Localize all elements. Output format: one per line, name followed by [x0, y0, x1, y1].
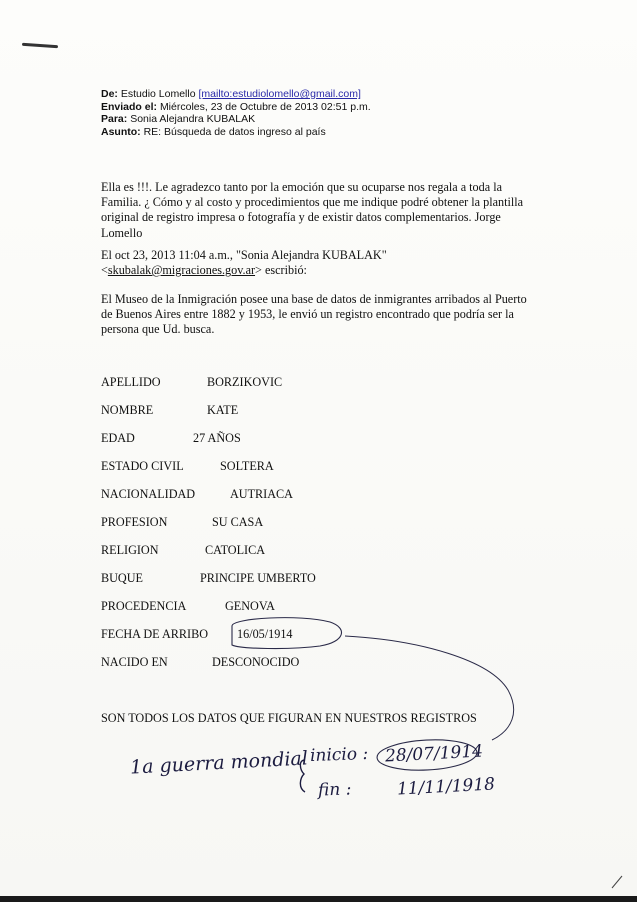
record-label: PROFESION	[101, 515, 168, 529]
summary-line: SON TODOS LOS DATOS QUE FIGURAN EN NUESTROS REGISTROS	[101, 711, 477, 725]
quote-lt: <	[101, 263, 108, 278]
sent-label: Enviado el:	[101, 100, 158, 113]
record-value: AUTRIACA	[230, 487, 293, 501]
record-label: PROCEDENCIA	[101, 599, 187, 613]
handwritten-end-label: fin :	[317, 779, 352, 801]
record-value: DESCONOCIDO	[212, 655, 300, 669]
record-label: NACIONALIDAD	[101, 487, 196, 501]
connector-line	[345, 636, 514, 740]
record-label: FECHA DE ARRIBO	[101, 627, 208, 641]
record-label: APELLIDO	[101, 375, 161, 389]
handwritten-end-date: 11/11/1918	[396, 774, 496, 800]
scan-bottom-edge	[0, 896, 637, 902]
handwritten-start-label: inicio :	[309, 743, 369, 767]
record-value: CATOLICA	[205, 543, 266, 557]
reply-paragraph: Ella es !!!. Le agradezco tanto por la emoción que su ocuparse nos regala a toda la Familia. ¿ Cómo y al costo y procedimientos que me indique podré obtener la plantilla original de registro impresa o fotografía y de existir datos complementarios. Jorge Lomello	[101, 180, 524, 240]
record-label: BUQUE	[101, 571, 143, 585]
record-label: NOMBRE	[101, 403, 154, 417]
date-oval	[232, 618, 341, 649]
quote-line1: El oct 23, 2013 11:04 a.m., "Sonia Alejandra KUBALAK"	[101, 248, 387, 262]
record-value: SU CASA	[212, 515, 264, 529]
quote-tail: > escribió:	[255, 263, 307, 278]
corner-mark	[612, 876, 622, 888]
from-value: Estudio Lomello	[120, 88, 196, 100]
record-value: 27 AÑOS	[193, 431, 241, 445]
record-value: PRINCIPE UMBERTO	[200, 571, 316, 585]
record-value: BORZIKOVIC	[207, 375, 283, 389]
to-label: Para:	[101, 113, 128, 125]
museum-paragraph: El Museo de la Inmigración posee una base de datos de inmigrantes arribados al Puerto de Buenos Aires entre 1882 y 1953, le envió un registro encontrado que podría ser la persona que Ud. busca.	[101, 292, 527, 337]
from-mailto-link[interactable]: [mailto:estudiolomello@gmail.com]	[198, 88, 361, 100]
record-value: GENOVA	[225, 599, 275, 613]
record-label: ESTADO CIVIL	[101, 459, 184, 473]
subject-value: RE: Búsqueda de datos ingreso al país	[143, 125, 326, 138]
handwritten-start-date: 28/07/1914	[384, 741, 484, 767]
record-value: 16/05/1914	[237, 627, 293, 641]
record-label: NACIDO EN	[101, 655, 168, 669]
record-value: SOLTERA	[220, 459, 274, 473]
from-label: De:	[101, 88, 118, 100]
sent-value: Miércoles, 23 de Octubre de 2013 02:51 p.m.	[159, 100, 371, 113]
to-value: Sonia Alejandra KUBALAK	[130, 113, 256, 125]
record-value: KATE	[207, 403, 239, 417]
record-label: RELIGION	[101, 543, 159, 557]
handwritten-war-label: 1a guerra mondial	[129, 747, 309, 779]
quote-email-link[interactable]: skubalak@migraciones.gov.ar	[107, 263, 256, 278]
record-label: EDAD	[101, 431, 135, 445]
subject-label: Asunto:	[101, 125, 141, 138]
